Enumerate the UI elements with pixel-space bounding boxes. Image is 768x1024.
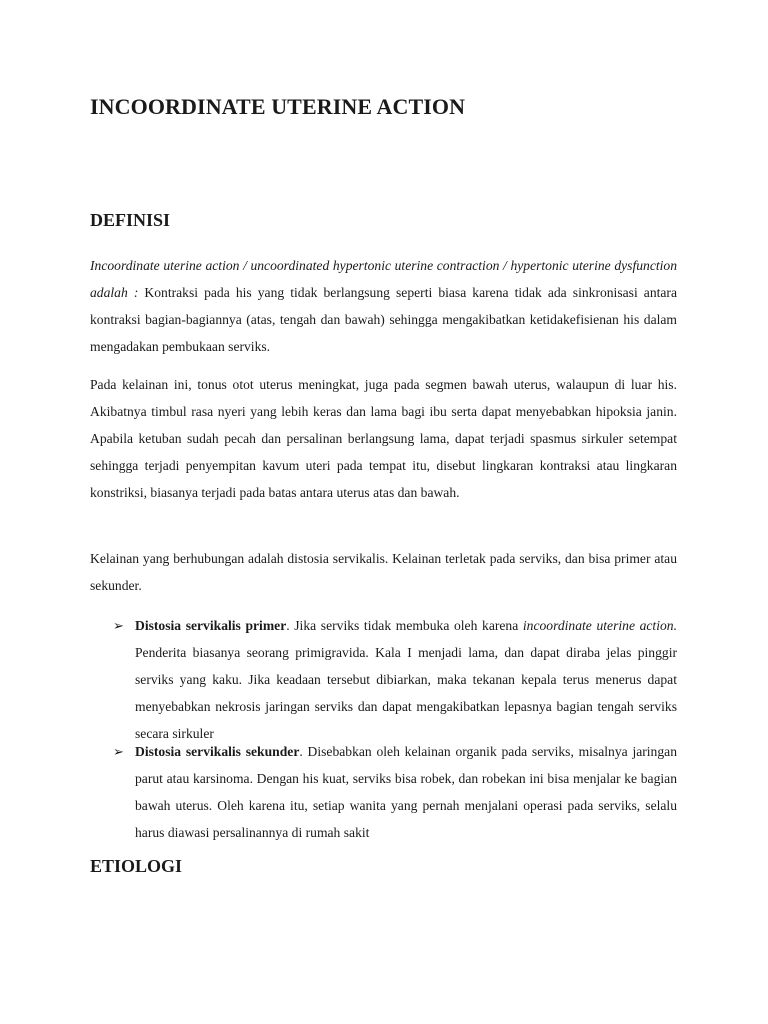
bullet-distosia-sekunder: [113, 738, 677, 846]
bullet-text: [135, 612, 677, 747]
document-title: INCOORDINATE UTERINE ACTION: [90, 94, 466, 119]
bullet-text-part: . Jika serviks tidak membuka oleh karena: [286, 618, 523, 633]
bullet-term: Distosia servikalis sekunder: [135, 744, 300, 759]
section-heading-definisi: DEFINISI: [90, 210, 171, 230]
bullet-italic-part: incoordinate uterine action.: [522, 618, 677, 633]
bullet-text-part: . Disebabkan oleh kelainan organik pada serviks, misalnya jaringan parut atau karsinoma. Dengan his kuat, serviks bisa robek, dan robekan ini bisa menjalar ke bagian bawah uterus. Oleh karena itu, setiap wanita yang pernah menjalani operasi pada serviks, selalu harus diawasi persalinannya di rumah sakit: [135, 744, 677, 840]
section-heading-etiologi: ETIOLOGI: [90, 856, 183, 876]
bullet-distosia-primer: [113, 612, 677, 747]
arrow-bullet-icon: ➢: [113, 618, 124, 633]
paragraph-tonus: Pada kelainan ini, tonus otot uterus meningkat, juga pada segmen bawah uterus, walaupun di luar his. Akibatnya timbul rasa nyeri yang lebih keras dan lama bagi ibu serta dapat menyebabkan hipoksia janin. Apabila ketuban sudah pecah dan persalinan berlangsung lama, dapat terjadi spasmus sirkuler setempat sehingga terjadi penyempitan kavum uteri pada tempat itu, disebut lingkaran kontraksi atau lingkaran konstriksi, biasanya terjadi pada batas antara uterus atas dan bawah.: [90, 377, 677, 500]
bullet-text: [135, 738, 677, 846]
bullet-text-part: Penderita biasanya seorang primigravida. Kala I menjadi lama, dan dapat diraba jelas pinggir serviks yang kaku. Jika keadaan tersebut dibiarkan, maka tekanan kepala terus menerus dapat menyebabkan nekrosis jaringan serviks dan dapat mengakibatkan lepasnya bagian tengah serviks secara sirkuler: [135, 645, 677, 741]
definition-paragraph: [90, 252, 677, 360]
definition-text: Kontraksi pada his yang tidak berlangsung seperti biasa karena tidak ada sinkronisasi antara kontraksi bagian-bagiannya (atas, tengah dan bawah) sehingga mengakibatkan ketidakefisienan his dalam mengadakan pembukaan serviks.: [90, 285, 677, 354]
bullet-term: Distosia servikalis primer: [135, 618, 287, 633]
paragraph-distosia: Kelainan yang berhubungan adalah distosia servikalis. Kelainan terletak pada serviks, dan bisa primer atau sekunder.: [90, 551, 677, 593]
definition-term: Incoordinate uterine action / uncoordinated hypertonic uterine contraction / hypertonic uterine dysfunction adalah :: [90, 258, 677, 300]
arrow-bullet-icon: ➢: [113, 744, 124, 759]
